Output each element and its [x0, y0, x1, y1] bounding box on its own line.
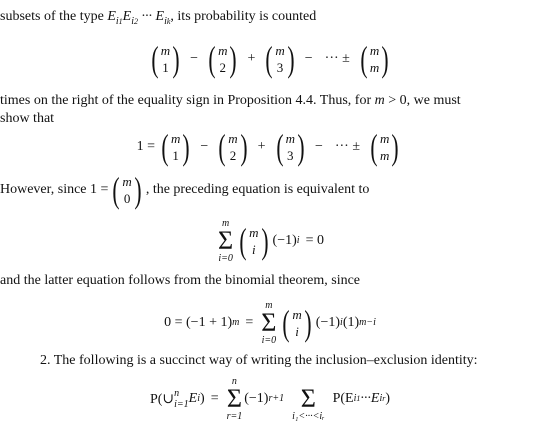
text-line-4: However, since 1 = ( m 0 ) , the preceding equation is equivalent to	[0, 170, 370, 210]
equation-binomial-sum-1: ( m 1 ) − ( m 2 ) + ( m 3 ) − ··· ± ( m m )	[0, 34, 540, 84]
equation-binomial-theorem: 0 = (−1 + 1) m = m Σ i=0 ( m i ) (−1) i (1) m−i	[164, 300, 376, 346]
equation-binomial-sum-2: 1 = ( m 1 ) − ( m 2 ) + ( m 3 ) − ··· ± ( m m )	[136, 127, 400, 167]
text-line-6: 2. The following is a succinct way of writing the inclusion–exclusion identity:	[40, 353, 478, 368]
binom-m-2: ( m 2 )	[208, 39, 238, 79]
text-line-5: and the latter equation follows from the binomial theorem, since	[0, 273, 361, 288]
text-line-2: times on the right of the equality sign in Proposition 4.4. Thus, for m > 0, we must	[0, 93, 461, 108]
sum-symbol: m Σ i=0	[218, 218, 234, 264]
text-line-3: show that	[0, 111, 55, 126]
subset-product: $E_{i1}E_{i2}$ ··· $E_{ik}$	[107, 9, 171, 27]
equation-alternating-sum: m Σ i=0 ( m i ) (−1) i = 0	[218, 218, 324, 264]
binom-m-3: ( m 3 )	[265, 39, 295, 79]
equation-inclusion-exclusion: P(∪ n i=1 E i ) = n Σ r=1 (−1) r+1 Σ i₁<···<iᵣ P(E i1 ··· E ir )	[149, 376, 391, 422]
binom-m-0: ( m 0 )	[112, 170, 142, 210]
binom-m-1: ( m 1 )	[151, 39, 180, 79]
text-line-1: subsets of the type $E_{i1}E_{i2}$ ··· $E_{ik}$, its probability is counted	[0, 9, 317, 27]
binom-m-m: ( m m )	[360, 39, 389, 79]
